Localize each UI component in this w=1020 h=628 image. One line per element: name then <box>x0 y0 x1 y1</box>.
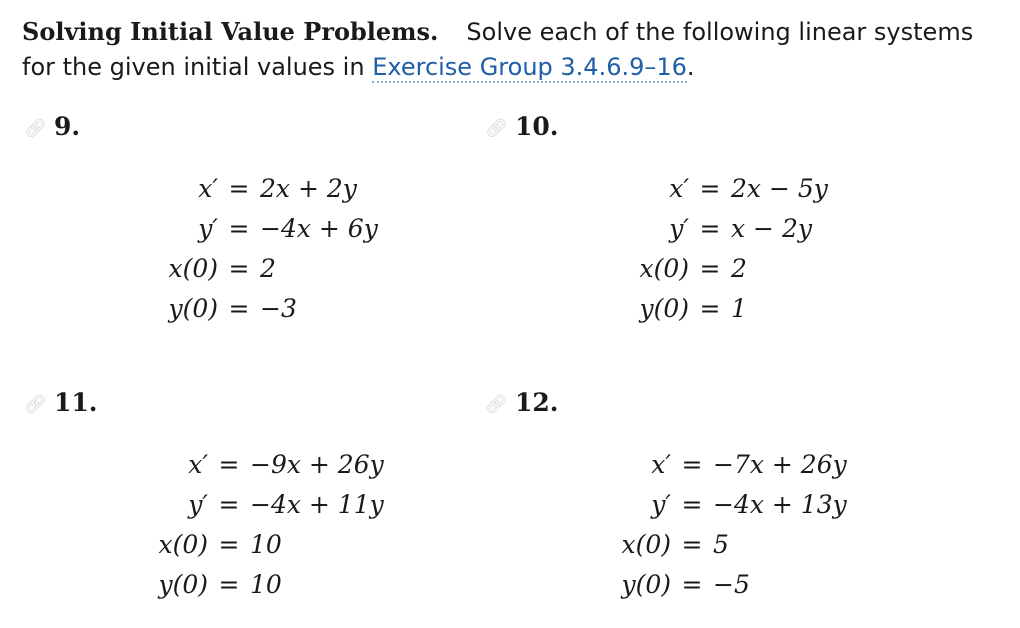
equation-rhs: −4x + 13y <box>713 489 847 519</box>
exercise-number: 12. <box>515 388 559 417</box>
intro-paragraph <box>22 14 1002 85</box>
link-icon[interactable]: 🔗︎ <box>24 394 47 415</box>
equation-system <box>607 444 847 604</box>
equation-row <box>607 524 847 564</box>
equation-lhs: x′ <box>669 173 689 203</box>
equation-row <box>625 168 828 208</box>
exercise-group-link[interactable]: Exercise Group 3.4.6.9–16 <box>372 53 687 81</box>
equation-lhs: y′ <box>651 489 671 519</box>
equation-lhs: x(0) <box>621 529 671 559</box>
equation-rhs: 10 <box>250 569 282 599</box>
equals-sign: = <box>699 253 721 283</box>
equals-sign: = <box>681 449 703 479</box>
equation-rhs: −9x + 26y <box>250 449 384 479</box>
intro-period: . <box>686 53 695 81</box>
equation-lhs: y′ <box>188 489 208 519</box>
equation-lhs: y′ <box>198 213 218 243</box>
equation-rhs: 10 <box>250 529 282 559</box>
equation-rhs: 2x + 2y <box>260 173 357 203</box>
equals-sign: = <box>228 293 250 323</box>
equation-lhs: y(0) <box>158 569 208 599</box>
equation-lhs: x(0) <box>158 529 208 559</box>
equation-rhs: 5 <box>713 529 729 559</box>
equation-rhs: −4x + 11y <box>250 489 384 519</box>
equation-rhs: 2 <box>731 253 747 283</box>
equals-sign: = <box>228 213 250 243</box>
equation-rhs: −7x + 26y <box>713 449 847 479</box>
equation-rhs: x − 2y <box>731 213 812 243</box>
equation-rhs: 2x − 5y <box>731 173 828 203</box>
equation-row <box>144 524 384 564</box>
equation-row <box>154 248 378 288</box>
exercise-number: 10. <box>515 112 559 141</box>
equation-row <box>144 444 384 484</box>
equation-lhs: x′ <box>651 449 671 479</box>
equation-lhs: y′ <box>669 213 689 243</box>
equation-system <box>144 444 384 604</box>
equation-lhs: x(0) <box>168 253 218 283</box>
equals-sign: = <box>218 569 240 599</box>
equation-lhs: y(0) <box>168 293 218 323</box>
equation-lhs: y(0) <box>639 293 689 323</box>
equals-sign: = <box>681 569 703 599</box>
section-heading: Solving Initial Value Problems. <box>22 17 439 46</box>
equation-row <box>154 288 378 328</box>
intro-text: Solve each of the following linear systems for the given initial values in <box>22 18 974 81</box>
equation-row <box>607 564 847 604</box>
equation-rhs: 2 <box>260 253 276 283</box>
equation-lhs: x′ <box>188 449 208 479</box>
exercise-number: 11. <box>54 388 98 417</box>
equation-row <box>154 168 378 208</box>
equals-sign: = <box>699 293 721 323</box>
equals-sign: = <box>218 489 240 519</box>
link-icon[interactable]: 🔗︎ <box>485 118 508 139</box>
equation-row <box>154 208 378 248</box>
equation-row <box>625 288 828 328</box>
equals-sign: = <box>681 489 703 519</box>
equation-row <box>625 208 828 248</box>
link-icon[interactable]: 🔗︎ <box>485 394 508 415</box>
equation-rhs: −3 <box>260 293 297 323</box>
link-icon[interactable]: 🔗︎ <box>24 118 47 139</box>
equation-system <box>154 168 378 328</box>
equation-row <box>144 484 384 524</box>
equation-row <box>607 444 847 484</box>
equation-row <box>607 484 847 524</box>
equation-lhs: x(0) <box>639 253 689 283</box>
equals-sign: = <box>699 213 721 243</box>
equals-sign: = <box>218 449 240 479</box>
equals-sign: = <box>228 173 250 203</box>
equation-rhs: −4x + 6y <box>260 213 378 243</box>
equation-row <box>144 564 384 604</box>
exercise-number: 9. <box>54 112 81 141</box>
equation-system <box>625 168 828 328</box>
equation-rhs: −5 <box>713 569 750 599</box>
equation-rhs: 1 <box>731 293 747 323</box>
equation-lhs: x′ <box>198 173 218 203</box>
equals-sign: = <box>699 173 721 203</box>
equals-sign: = <box>218 529 240 559</box>
equation-row <box>625 248 828 288</box>
equals-sign: = <box>228 253 250 283</box>
equals-sign: = <box>681 529 703 559</box>
equation-lhs: y(0) <box>621 569 671 599</box>
